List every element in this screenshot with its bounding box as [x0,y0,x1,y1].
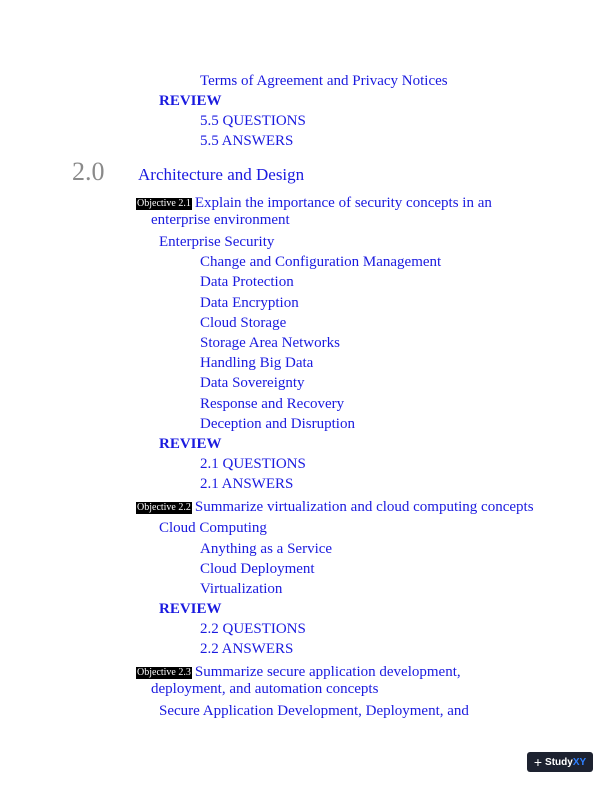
toc-item[interactable]: Data Sovereignty [200,375,305,391]
toc-item[interactable]: Storage Area Networks [200,335,340,351]
toc-item-2-2-questions[interactable]: 2.2 QUESTIONS [200,621,306,637]
chapter-number: 2.0 [72,157,105,186]
objective-title-line: Explain the importance of security concepts in an [194,195,492,211]
review-heading-5-5[interactable]: REVIEW [159,93,222,109]
toc-item[interactable]: Virtualization [200,581,283,597]
toc-item-2-1-answers[interactable]: 2.1 ANSWERS [200,476,294,492]
toc-item-5-5-answers[interactable]: 5.5 ANSWERS [200,133,294,149]
brand-study: Study [545,756,573,768]
objective-2-3-title[interactable] [136,663,461,681]
objective-badge: Objective 2.2 [137,502,191,513]
toc-item[interactable]: Response and Recovery [200,396,345,412]
toc-item[interactable]: Data Protection [200,274,294,290]
toc-item[interactable]: Handling Big Data [200,355,314,371]
review-heading-2-2[interactable]: REVIEW [159,601,222,617]
toc-section-secure-app-dev[interactable]: Secure Application Development, Deployment, and [159,703,469,719]
objective-2-1-title[interactable] [136,194,492,212]
toc-item[interactable]: Cloud Deployment [200,561,315,577]
toc-section-enterprise-security[interactable]: Enterprise Security [159,234,275,250]
toc-item[interactable]: Anything as a Service [200,541,333,557]
brand-xy: XY [572,756,587,768]
objective-title-line: Summarize secure application development, [194,664,461,680]
toc-section-cloud-computing[interactable]: Cloud Computing [159,520,267,536]
toc-item[interactable]: Cloud Storage [200,315,287,331]
objective-title-line: Summarize virtualization and cloud computing concepts [194,499,534,515]
toc-item-2-1-questions[interactable]: 2.1 QUESTIONS [200,456,306,472]
toc-item[interactable]: Deception and Disruption [200,416,355,432]
objective-2-2-title[interactable] [136,498,534,516]
studyxy-watermark[interactable] [527,752,593,772]
objective-badge: Objective 2.1 [137,198,191,209]
toc-item-2-2-answers[interactable]: 2.2 ANSWERS [200,641,294,657]
toc-item[interactable]: Change and Configuration Management [200,254,442,270]
plus-icon: + [533,754,543,770]
toc-item-5-5-questions[interactable]: 5.5 QUESTIONS [200,113,306,129]
chapter-title[interactable]: Architecture and Design [138,165,305,184]
toc-item[interactable]: Data Encryption [200,295,299,311]
objective-2-1-title-cont[interactable]: enterprise environment [151,212,290,228]
review-heading-2-1[interactable]: REVIEW [159,436,222,452]
objective-badge: Objective 2.3 [137,667,191,678]
toc-item-terms[interactable]: Terms of Agreement and Privacy Notices [200,73,448,89]
objective-2-3-title-cont[interactable]: deployment, and automation concepts [151,681,379,697]
